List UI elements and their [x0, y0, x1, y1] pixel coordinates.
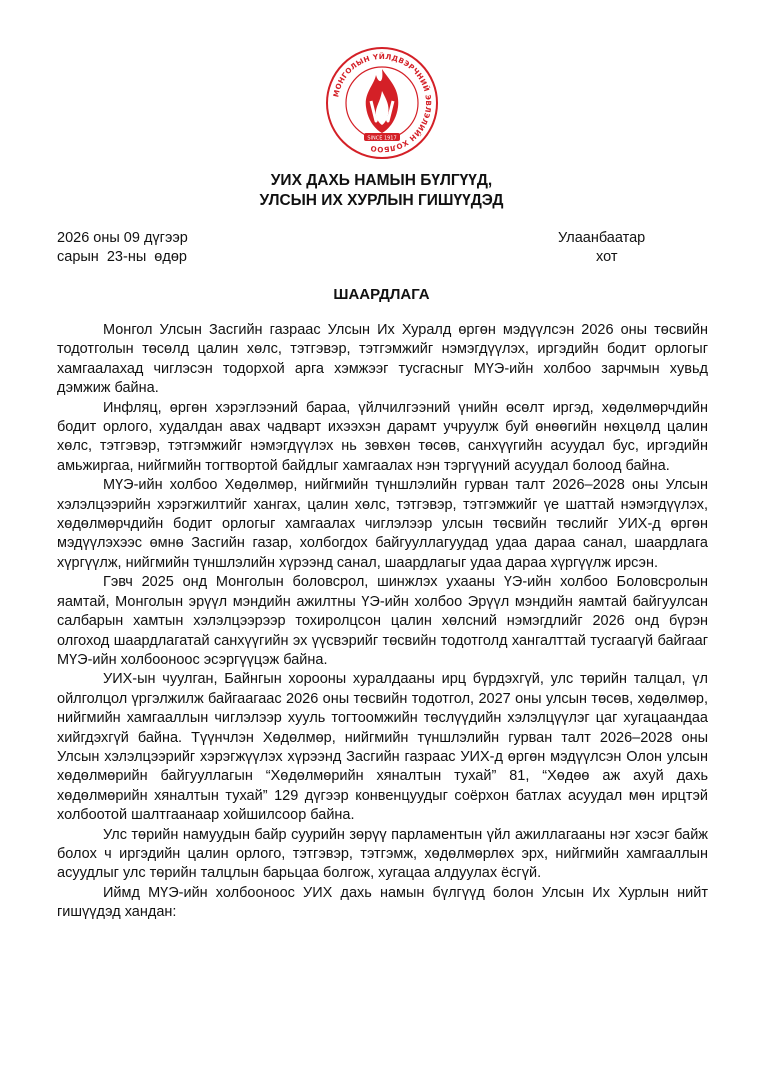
date-line-1: 2026 оны 09 дүгээр [57, 230, 188, 246]
paragraph: МҮЭ-ийн холбоо Хөдөлмөр, нийгмийн түншлэлийн гурван талт 2026–2028 оны Улсын хэлэлцээрийн хэрэгжилтийг хангах, цалин хөлс, тэтгэвэр, тэтгэмжийг үе шаттай нэмэгдүүлэх, хөдөлмөрчдийн бодит орлогыг хамгаалах чиглэлээр улсын төсвийн төслийг УИХ-д өргөн мэдүүлэхээс өмнө Засгийн газар, холбогдох байгууллагуудад удаа дараа санал, шаардлага хүргүүлж, нийгмийн түншлэлийн хүрээнд санал, шаардлагыг удаа дараа хүргүүлж ирсэн. [57, 477, 708, 571]
logo-since-text: SINCE 1917 [367, 135, 397, 142]
logo-ring-text: МОНГОЛЫН ҮЙЛДВЭРЧНИЙ ЭВЛЭЛИЙН ХОЛБОО [331, 51, 434, 155]
place-line-1: Улаанбаатар [558, 230, 646, 246]
letter-body [57, 321, 708, 923]
paragraph: Гэвч 2025 онд Монголын боловсрол, шинжлэх ухааны ҮЭ-ийн холбоо Боловсролын яамтай, Монголын эрүүл мэндийн ажилтны ҮЭ-ийн холбоо Эрүүл мэндийн яамтай байгуулсан салбарын хамтын хэлэлцээрээр тохиролцсон цалин хөлсний нэмэгдлийг 2026 онд бүрэн олгоход шаардлагатай санхүүгийн эх үүсвэрийг төсвийн тодотголд хангалттай тусгаагүй байгааг МҮЭ-ийн холбооноос эсэргүүцэж байна. [57, 574, 708, 668]
date-line-2: сарын 23-ны өдөр [57, 249, 187, 265]
paragraph: УИХ-ын чуулган, Байнгын хорооны хуралдааны ирц бүрдэхгүй, улс төрийн талцал, үл ойлголцол үргэлжилж байгаагаас 2026 оны төсвийн тодотгол, 2027 оны улсын төсөв, хөдөлмөр, нийгмийн хамгааллын чиглэлээр хууль тогтоомжийн төслүүдийн хэлэлцүүлэг цаг хугацаандаа хийгдэхгүй байна. Түүнчлэн Хөдөлмөр, нийгмийн түншлэлийн гурван талт 2026–2028 оны Улсын хэлэлцээрийг хэрэгжүүлэх хүрээнд Засгийн газраас УИХ-д өргөн мэдүүлсэн Олон улсын хөдөлмөрийн байгууллагын “Хөдөлмөрийн хяналтын тухай” 81, “Хөдөө аж ахуй дахь хөдөлмөрийн хяналтын тухай” 129 дүгээр конвенцуудыг соёрхон батлах асуудал мөн ирцтэй холбоотой шалтгаанаар хойшилсоор байна. [57, 671, 708, 824]
paragraph: Монгол Улсын Засгийн газраас Улсын Их Хуралд өргөн мэдүүлсэн 2026 оны төсвийн тодотголын төсөлд цалин хөлс, тэтгэвэр, тэтгэмжийг нэмэгдүүлэх, иргэдийн бодит орлогыг хамгаалахад чиглэсэн тодорхой арга хэмжээг тусгасныг МҮЭ-ийн холбоо зарчмын хувьд дэмжиж байна. [57, 322, 708, 397]
paragraph: Улс төрийн намуудын байр суурийн зөрүү парламентын үйл ажиллагааны нэг хэсэг байж болох ч иргэдийн цалин орлого, тэтгэвэр, тэтгэмж, хөдөлмөрлөх эрх, нийгмийн хамгааллын асуудлыг улс төрийн талцлын барьцаа болгож, хугацаа алдуулах ёсгүй. [57, 826, 708, 882]
paragraph: Инфляц, өргөн хэрэглээний бараа, үйлчилгээний үнийн өсөлт иргэд, хөдөлмөрчдийн бодит орлого, худалдан авах чадварт ихээхэн дарамт учруулж буй өнөөгийн нөхцөлд цалин хөлс, тэтгэвэр, тэтгэмжийг нэмэгдүүлэх нь зөвхөн төсөв, санхүүгийн асуудал бус, иргэдийн амьжиргаа, нийгмийн тогтвортой байдлыг хамгаалах нэн тэргүүний асуудал болоод байна. [57, 399, 708, 474]
union-logo-icon [324, 45, 440, 161]
document-title: ШААРДЛАГА [333, 286, 430, 303]
addressee-line-1: УИХ ДАХЬ НАМЫН БҮЛГҮҮД, [270, 172, 493, 189]
paragraph: Иймд МҮЭ-ийн холбооноос УИХ дахь намын бүлгүүд болон Улсын Их Хурлын нийт гишүүдэд хандан: [57, 884, 708, 921]
place-line-2: хот [596, 249, 618, 265]
union-logo [324, 45, 440, 161]
addressee-line-2: УЛСЫН ИХ ХУРЛЫН ГИШҮҮДЭД [259, 192, 504, 209]
